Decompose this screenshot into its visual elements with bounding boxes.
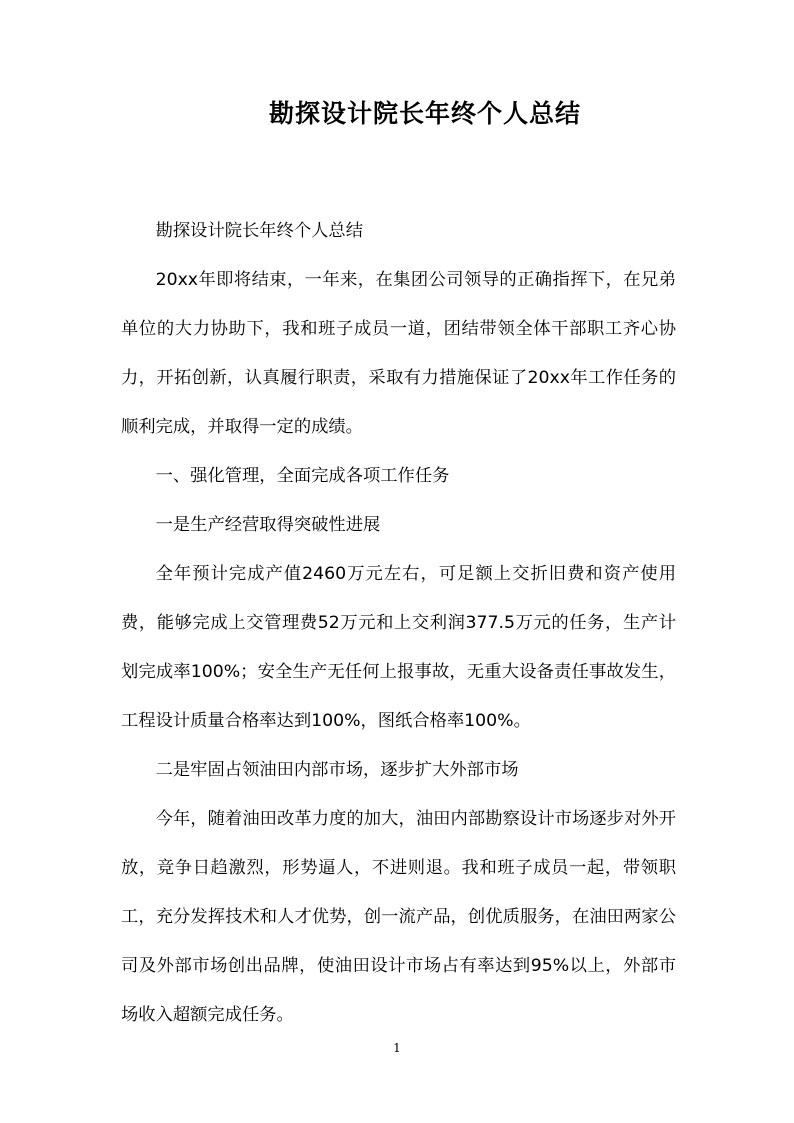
subheading-production: 一是生产经营取得突破性进展 — [155, 515, 381, 535]
paragraph-market: 今年，随着油田改革力度的加大，油田内部勘察设计市场逐步对外开放，竞争日趋激烈，形势逼人，不进则退。我和班子成员一起，带领职工，充分发挥技术和人才优势，创一流产品，创优质服务，在油田两家公司及外部市场创出品牌，使油田设计市场占有率达到95%以上，外部市场收入超额完成任务。 — [121, 809, 676, 1025]
subheading-market: 二是牢固占领油田内部市场，逐步扩大外部市场 — [155, 760, 519, 780]
document-body — [121, 207, 676, 1040]
section-heading-management: 一、强化管理，全面完成各项工作任务 — [155, 466, 450, 486]
paragraph-heading-repeat: 勘探设计院长年终个人总结 — [155, 221, 363, 241]
paragraph-intro: 20xx年即将结束，一年来，在集团公司领导的正确指挥下，在兄弟单位的大力协助下，我和班子成员一道，团结带领全体干部职工齐心协力，开拓创新，认真履行职责，采取有力措施保证了20xx年工作任务的顺利完成，并取得一定的成绩。 — [121, 270, 676, 437]
page-number: 1 — [393, 1041, 401, 1055]
paragraph-production: 全年预计完成产值2460万元左右，可足额上交折旧费和资产使用费，能够完成上交管理费52万元和上交利润377.5万元的任务，生产计划完成率100%；安全生产无任何上报事故，无重大设备责任事故发生，工程设计质量合格率达到100%，图纸合格率100%。 — [121, 564, 676, 731]
document-title: 勘探设计院长年终个人总结 — [268, 99, 581, 128]
